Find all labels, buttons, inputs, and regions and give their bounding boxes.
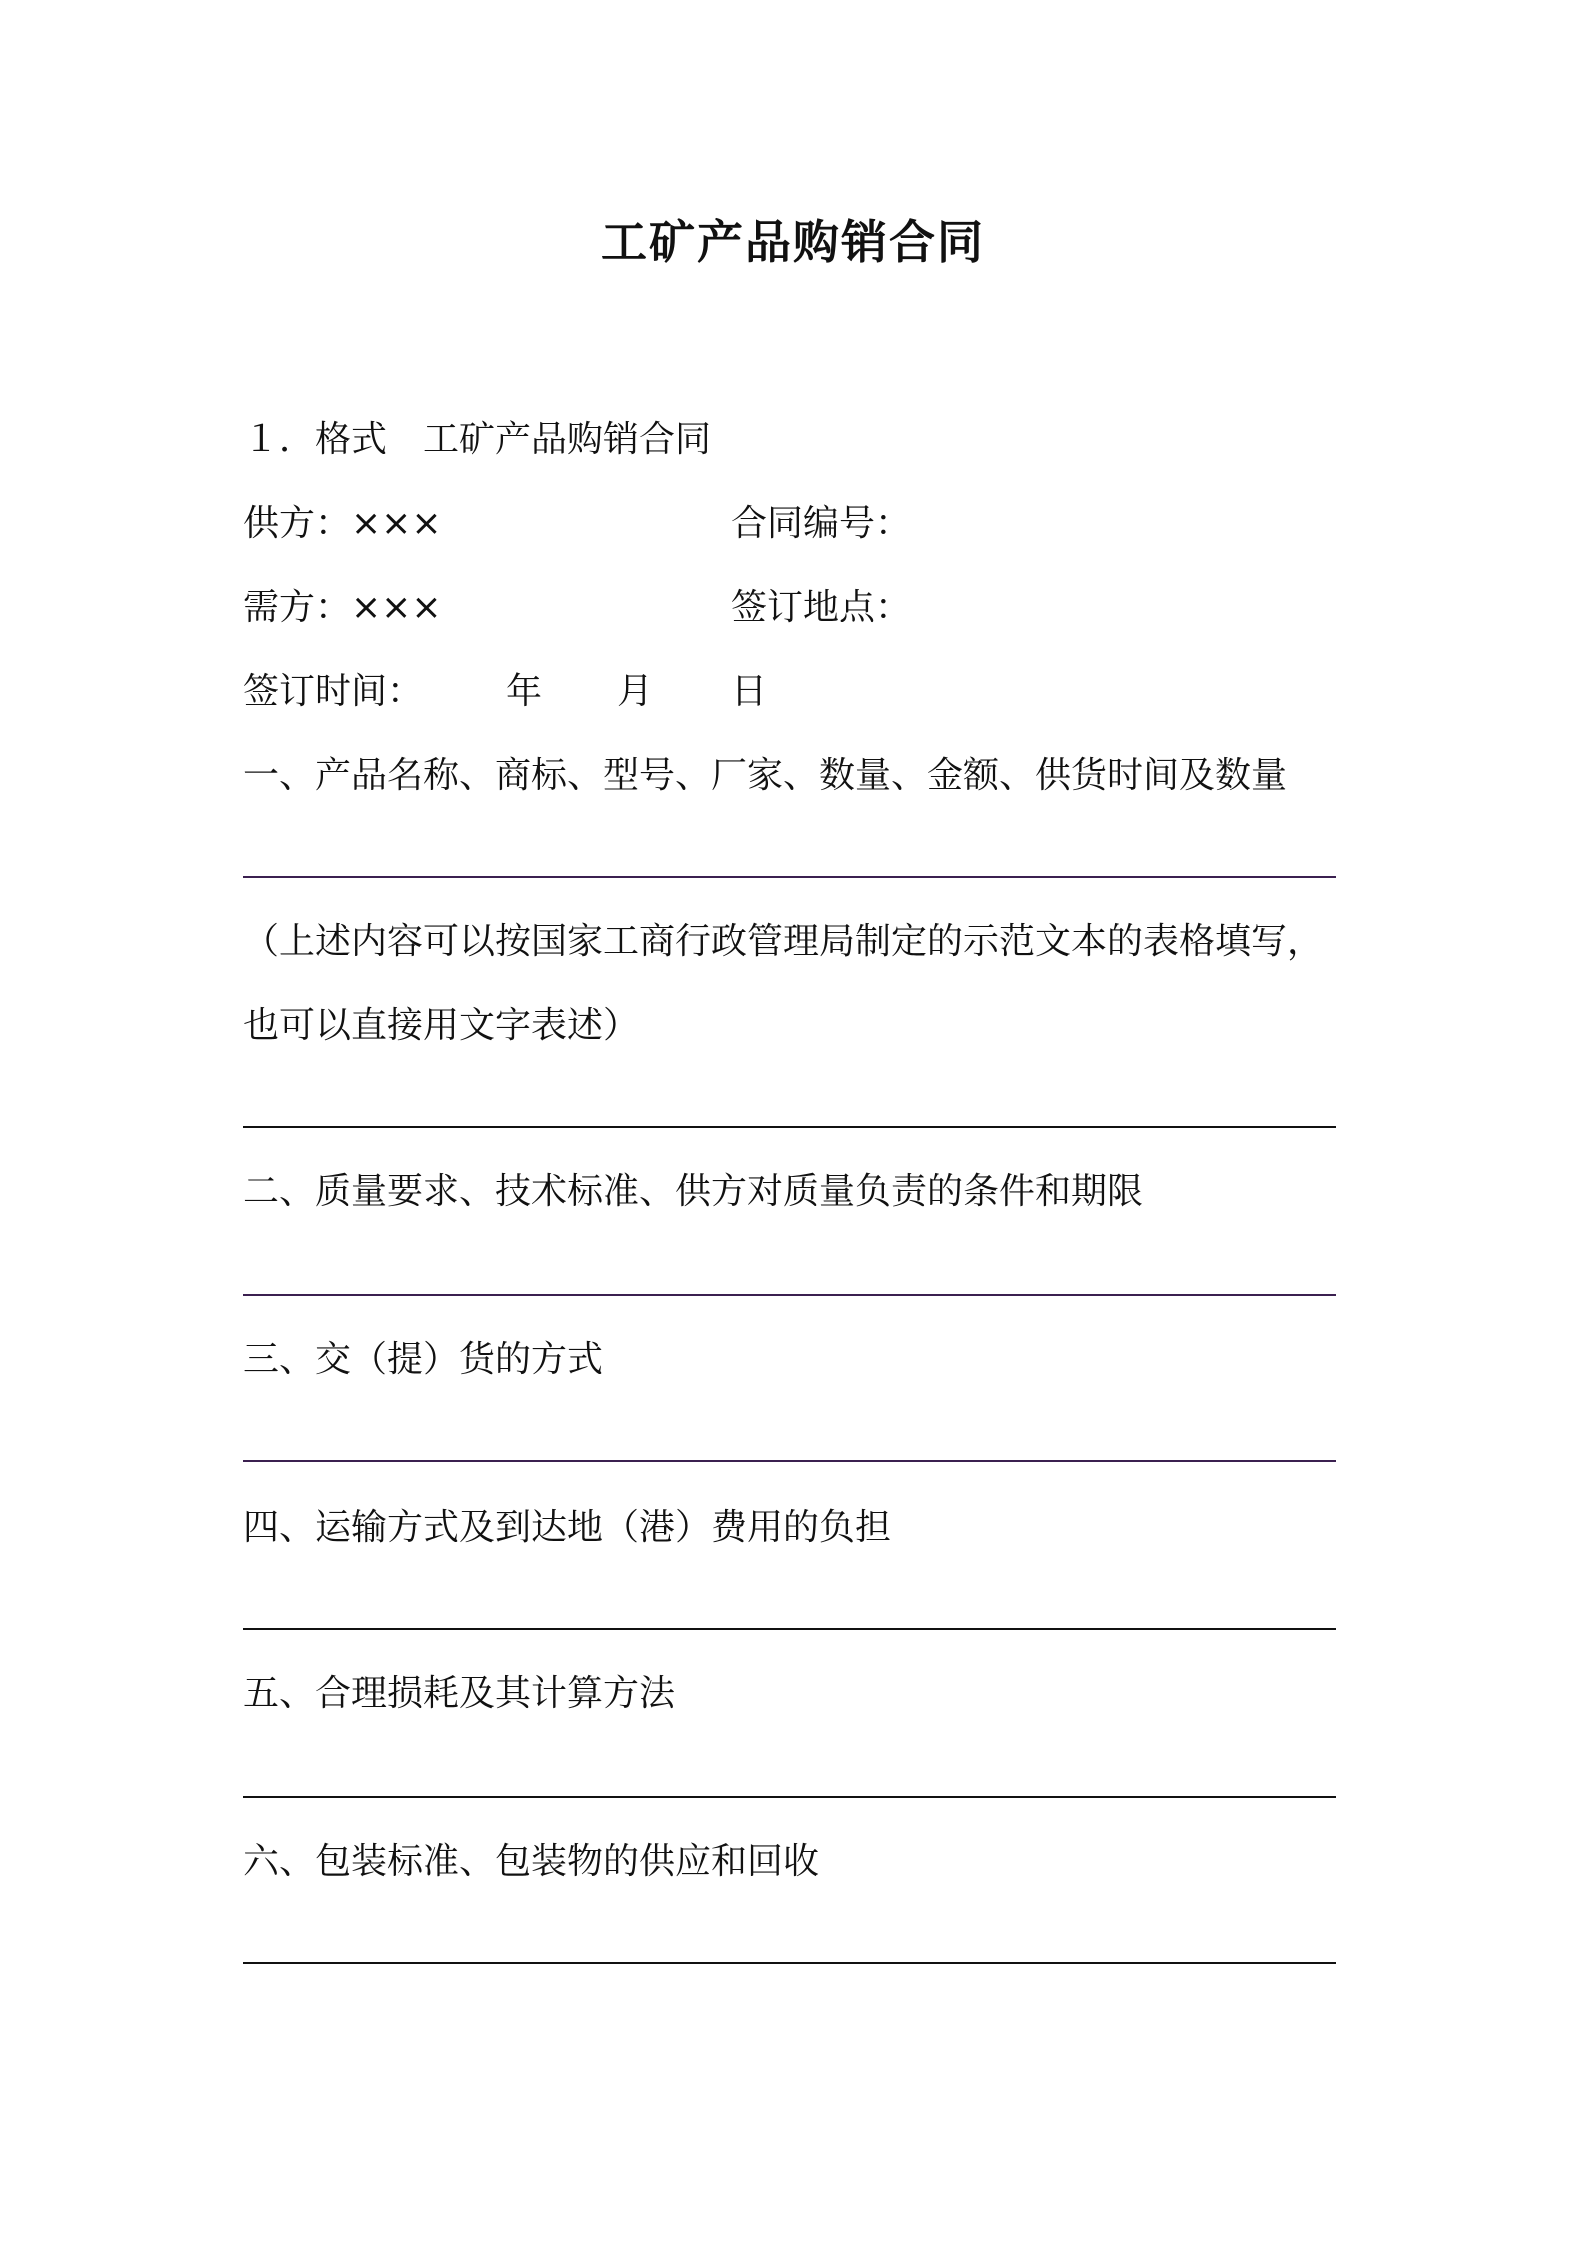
contract-number-label: 合同编号： — [731, 503, 912, 544]
format-line: １．格式 工矿产品购销合同 — [243, 419, 712, 460]
sign-place-label: 签订地点： — [731, 587, 912, 628]
month-label: 月 — [617, 671, 654, 712]
clause-1-note-line-1: （上述内容可以按国家工商行政管理局制定的示范文本的表格填写， — [243, 921, 1324, 962]
clause-1-blank-line — [243, 876, 1336, 878]
clause-6-blank-line — [243, 1962, 1336, 1964]
clause-4-blank-line — [243, 1628, 1336, 1630]
day-label: 日 — [731, 671, 768, 712]
clause-2-blank-line — [243, 1294, 1336, 1296]
clause-3-blank-line — [243, 1460, 1336, 1462]
document-title: 工矿产品购销合同 — [601, 215, 985, 269]
clause-1-note-blank-line — [243, 1126, 1336, 1128]
clause-4-heading: 四、运输方式及到达地（港）费用的负担 — [243, 1507, 892, 1548]
buyer-field: 需方：××× — [243, 587, 442, 628]
clause-3-heading: 三、交（提）货的方式 — [243, 1339, 604, 1380]
clause-2-heading: 二、质量要求、技术标准、供方对质量负责的条件和期限 — [243, 1171, 1144, 1212]
clause-5-heading: 五、合理损耗及其计算方法 — [243, 1673, 676, 1714]
clause-1-heading: 一、产品名称、商标、型号、厂家、数量、金额、供货时间及数量 — [243, 755, 1288, 796]
clause-5-blank-line — [243, 1796, 1336, 1798]
clause-1-note-line-2: 也可以直接用文字表述） — [243, 1005, 640, 1046]
supplier-field: 供方：××× — [243, 503, 442, 544]
clause-6-heading: 六、包装标准、包装物的供应和回收 — [243, 1841, 820, 1882]
year-label: 年 — [506, 671, 543, 712]
sign-time-label: 签订时间： — [243, 671, 424, 712]
